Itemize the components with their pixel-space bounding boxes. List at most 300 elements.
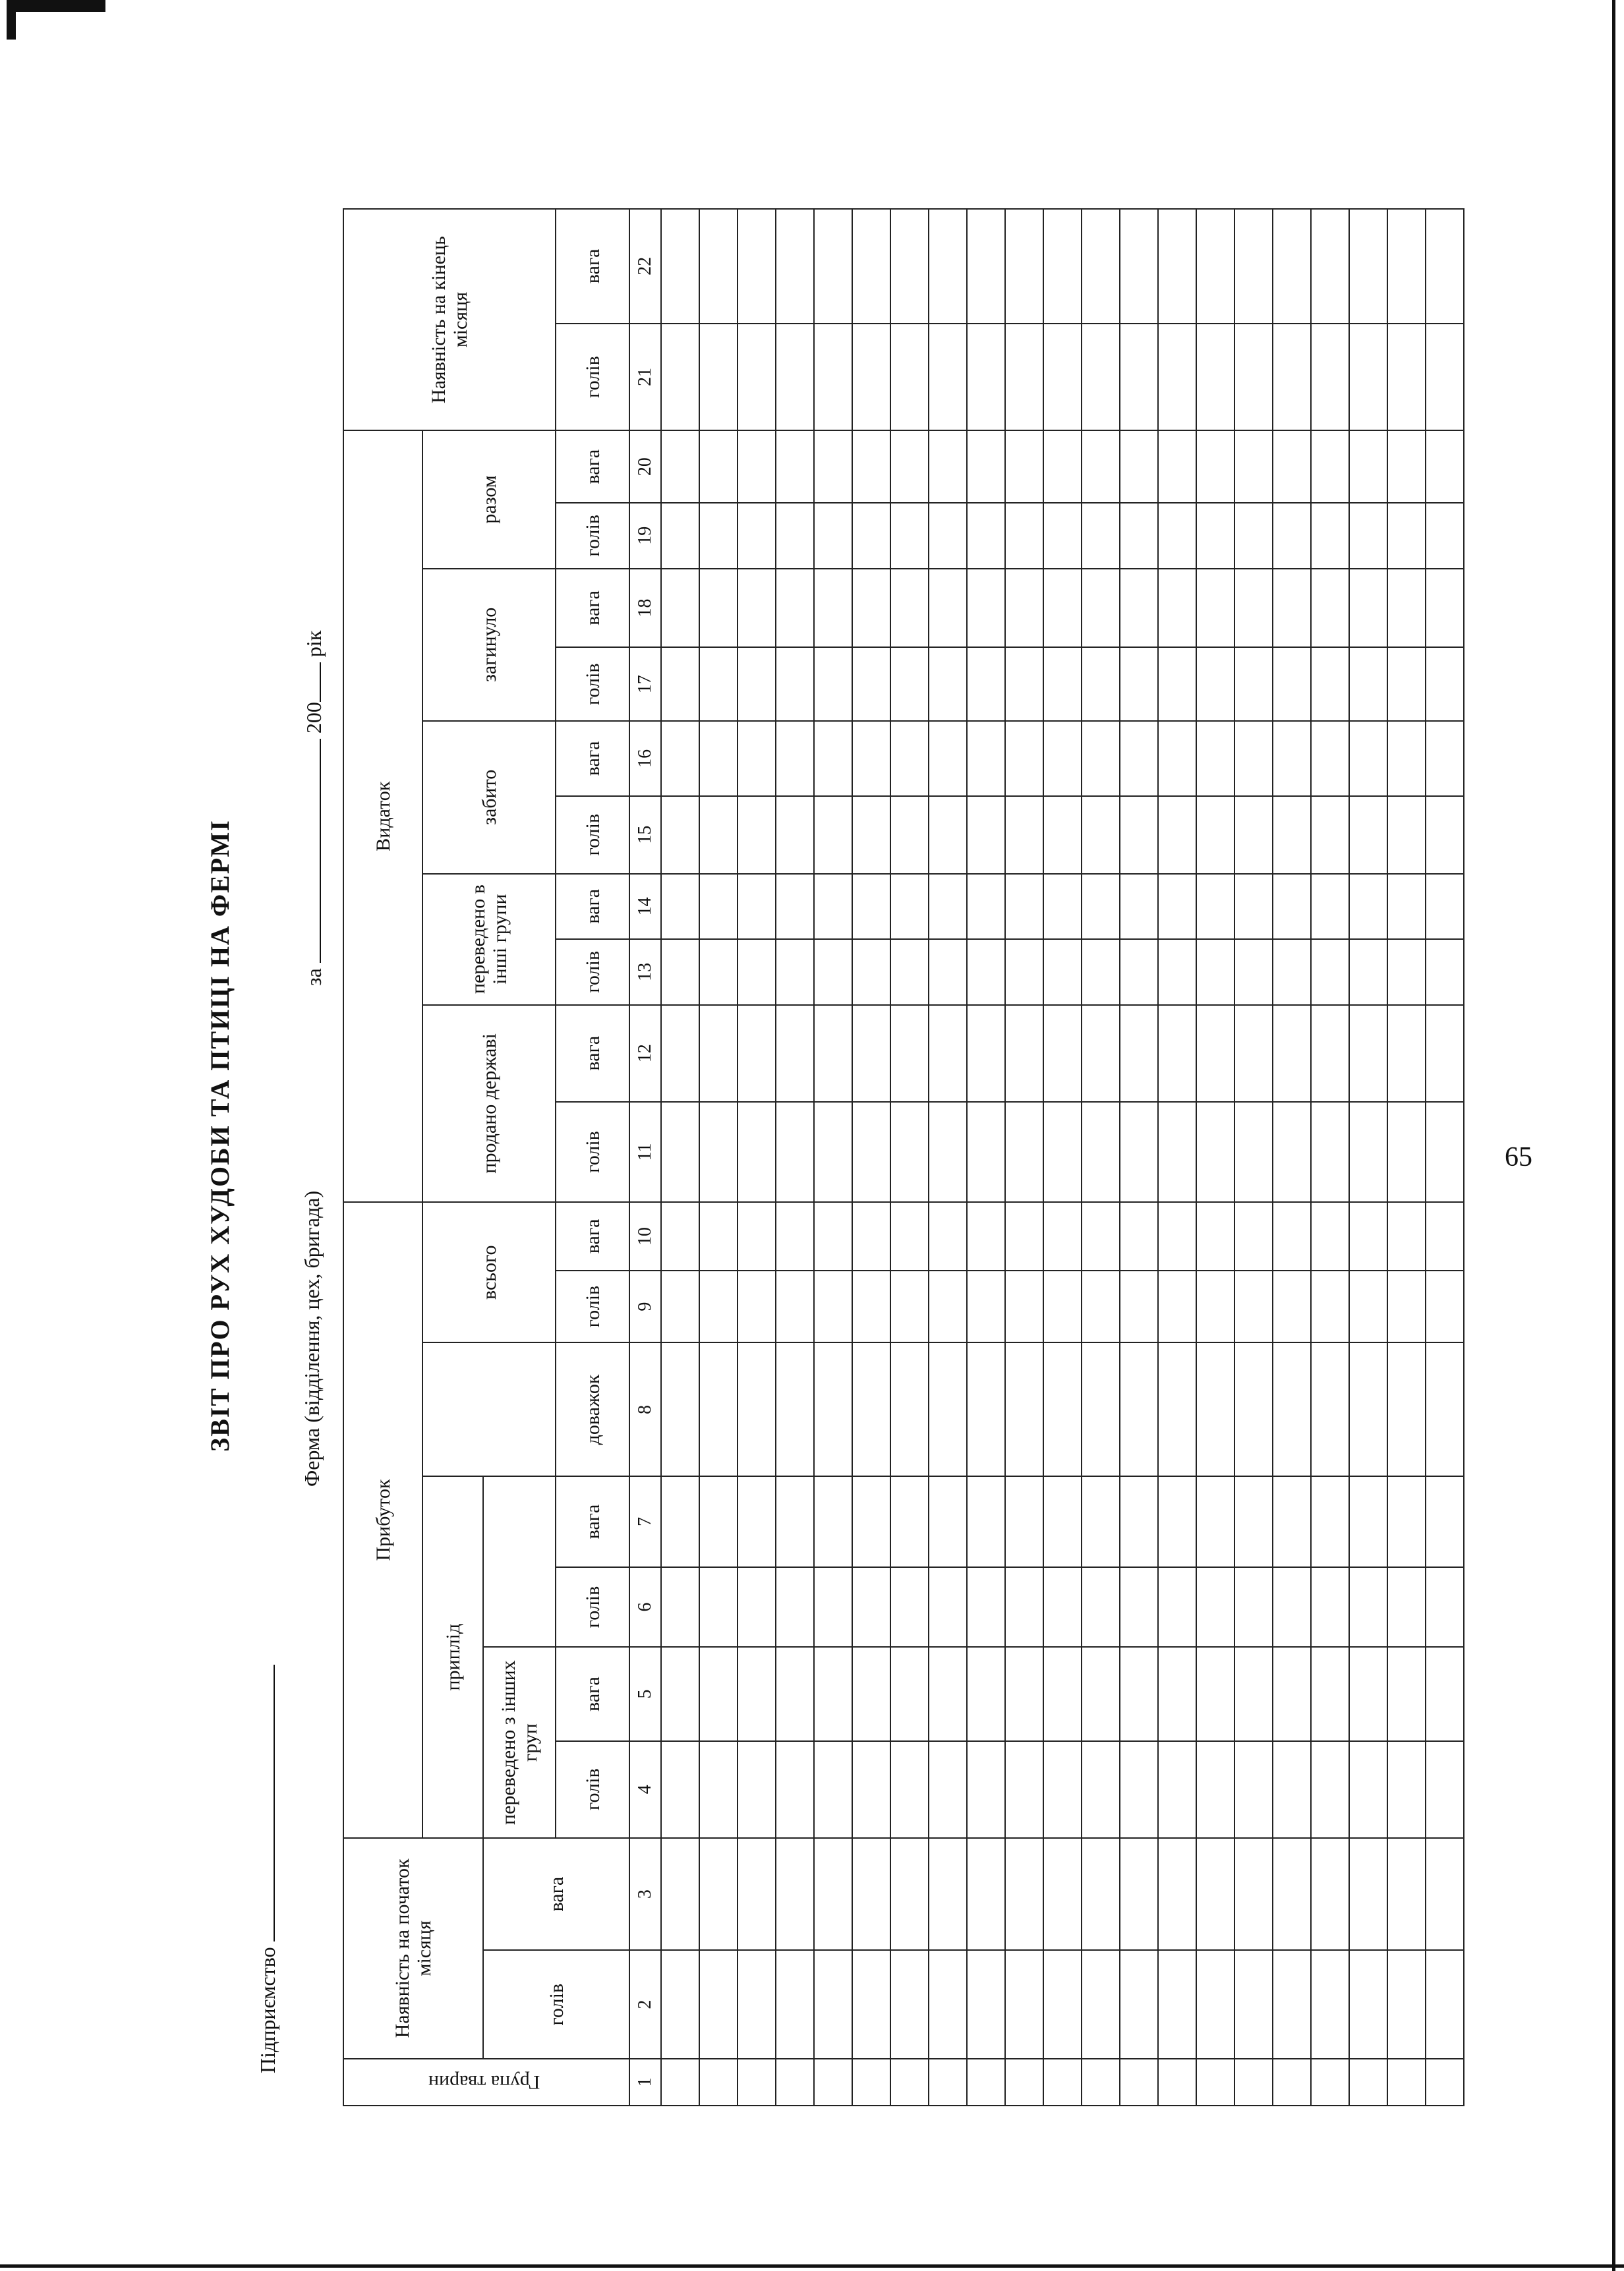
table-cell[interactable] bbox=[1120, 569, 1158, 648]
table-cell[interactable] bbox=[1349, 569, 1387, 648]
table-cell[interactable] bbox=[1234, 647, 1273, 721]
table-cell[interactable] bbox=[1349, 209, 1387, 324]
table-cell[interactable] bbox=[890, 1838, 929, 1951]
table-cell[interactable] bbox=[1387, 569, 1426, 648]
table-cell[interactable] bbox=[929, 939, 967, 1005]
table-cell[interactable] bbox=[1196, 1005, 1234, 1102]
table-cell[interactable] bbox=[1196, 1647, 1234, 1740]
table-cell[interactable] bbox=[929, 1741, 967, 1838]
table-cell[interactable] bbox=[1158, 2059, 1196, 2106]
enterprise-blank[interactable] bbox=[254, 1665, 275, 1941]
table-cell[interactable] bbox=[852, 1838, 890, 1951]
table-cell[interactable] bbox=[890, 209, 929, 324]
table-cell[interactable] bbox=[1196, 796, 1234, 874]
table-cell[interactable] bbox=[929, 1102, 967, 1202]
table-cell[interactable] bbox=[1158, 569, 1196, 648]
table-cell[interactable] bbox=[738, 1342, 776, 1476]
table-cell[interactable] bbox=[1387, 1647, 1426, 1740]
table-cell[interactable] bbox=[852, 1102, 890, 1202]
table-cell[interactable] bbox=[1387, 209, 1426, 324]
table-cell[interactable] bbox=[1311, 2059, 1349, 2106]
table-cell[interactable] bbox=[967, 1647, 1005, 1740]
table-cell[interactable] bbox=[1120, 1202, 1158, 1271]
table-cell[interactable] bbox=[1082, 1950, 1120, 2059]
table-cell[interactable] bbox=[1120, 647, 1158, 721]
table-cell[interactable] bbox=[1273, 503, 1311, 569]
table-cell[interactable] bbox=[1120, 430, 1158, 503]
table-cell[interactable] bbox=[1196, 1950, 1234, 2059]
table-cell[interactable] bbox=[1234, 874, 1273, 940]
table-cell[interactable] bbox=[1043, 209, 1082, 324]
table-cell[interactable] bbox=[852, 721, 890, 796]
table-cell[interactable] bbox=[661, 1202, 699, 1271]
table-cell[interactable] bbox=[776, 1647, 814, 1740]
table-cell[interactable] bbox=[814, 647, 852, 721]
table-cell[interactable] bbox=[1120, 1342, 1158, 1476]
table-cell[interactable] bbox=[814, 1741, 852, 1838]
table-cell[interactable] bbox=[967, 430, 1005, 503]
table-cell[interactable] bbox=[1120, 503, 1158, 569]
table-cell[interactable] bbox=[1234, 1005, 1273, 1102]
table-cell[interactable] bbox=[852, 1477, 890, 1567]
table-cell[interactable] bbox=[1082, 1741, 1120, 1838]
table-cell[interactable] bbox=[776, 2059, 814, 2106]
table-cell[interactable] bbox=[852, 1567, 890, 1648]
table-cell[interactable] bbox=[1196, 1567, 1234, 1648]
table-cell[interactable] bbox=[1387, 939, 1426, 1005]
table-cell[interactable] bbox=[738, 1838, 776, 1951]
table-cell[interactable] bbox=[814, 1838, 852, 1951]
table-cell[interactable] bbox=[1158, 1477, 1196, 1567]
table-cell[interactable] bbox=[890, 1950, 929, 2059]
table-cell[interactable] bbox=[1387, 1477, 1426, 1567]
table-cell[interactable] bbox=[1349, 721, 1387, 796]
table-cell[interactable] bbox=[1387, 1342, 1426, 1476]
table-cell[interactable] bbox=[929, 796, 967, 874]
table-cell[interactable] bbox=[1311, 569, 1349, 648]
table-cell[interactable] bbox=[738, 1741, 776, 1838]
table-cell[interactable] bbox=[1387, 647, 1426, 721]
table-cell[interactable] bbox=[814, 2059, 852, 2106]
table-cell[interactable] bbox=[852, 1647, 890, 1740]
table-cell[interactable] bbox=[1043, 430, 1082, 503]
table-cell[interactable] bbox=[929, 1838, 967, 1951]
table-cell[interactable] bbox=[776, 1202, 814, 1271]
table-cell[interactable] bbox=[852, 569, 890, 648]
table-cell[interactable] bbox=[890, 1102, 929, 1202]
table-cell[interactable] bbox=[1311, 874, 1349, 940]
table-cell[interactable] bbox=[1196, 503, 1234, 569]
table-cell[interactable] bbox=[1082, 209, 1120, 324]
table-cell[interactable] bbox=[1158, 796, 1196, 874]
table-cell[interactable] bbox=[1234, 721, 1273, 796]
table-cell[interactable] bbox=[1273, 1202, 1311, 1271]
table-cell[interactable] bbox=[1426, 874, 1464, 940]
table-cell[interactable] bbox=[1120, 1477, 1158, 1567]
table-cell[interactable] bbox=[1234, 1102, 1273, 1202]
table-cell[interactable] bbox=[1273, 430, 1311, 503]
table-cell[interactable] bbox=[814, 1005, 852, 1102]
table-cell[interactable] bbox=[1311, 647, 1349, 721]
table-cell[interactable] bbox=[967, 2059, 1005, 2106]
table-cell[interactable] bbox=[699, 721, 738, 796]
table-cell[interactable] bbox=[1349, 1005, 1387, 1102]
table-cell[interactable] bbox=[738, 1102, 776, 1202]
table-cell[interactable] bbox=[1426, 569, 1464, 648]
table-cell[interactable] bbox=[1082, 939, 1120, 1005]
table-cell[interactable] bbox=[776, 1005, 814, 1102]
table-cell[interactable] bbox=[1196, 721, 1234, 796]
table-cell[interactable] bbox=[1158, 209, 1196, 324]
table-cell[interactable] bbox=[967, 1271, 1005, 1343]
table-cell[interactable] bbox=[1273, 796, 1311, 874]
table-cell[interactable] bbox=[776, 1567, 814, 1648]
table-cell[interactable] bbox=[776, 1342, 814, 1476]
table-cell[interactable] bbox=[852, 1202, 890, 1271]
table-cell[interactable] bbox=[1043, 1950, 1082, 2059]
table-cell[interactable] bbox=[1196, 1102, 1234, 1202]
table-cell[interactable] bbox=[1273, 1005, 1311, 1102]
table-cell[interactable] bbox=[776, 939, 814, 1005]
table-cell[interactable] bbox=[967, 1477, 1005, 1567]
table-cell[interactable] bbox=[1311, 1950, 1349, 2059]
table-cell[interactable] bbox=[1005, 939, 1043, 1005]
table-cell[interactable] bbox=[1234, 2059, 1273, 2106]
table-cell[interactable] bbox=[1196, 2059, 1234, 2106]
table-cell[interactable] bbox=[1120, 2059, 1158, 2106]
table-cell[interactable] bbox=[1426, 503, 1464, 569]
table-cell[interactable] bbox=[699, 569, 738, 648]
table-cell[interactable] bbox=[1158, 721, 1196, 796]
table-cell[interactable] bbox=[814, 721, 852, 796]
table-cell[interactable] bbox=[967, 647, 1005, 721]
table-cell[interactable] bbox=[1158, 1838, 1196, 1951]
table-cell[interactable] bbox=[929, 1950, 967, 2059]
table-cell[interactable] bbox=[1082, 647, 1120, 721]
table-cell[interactable] bbox=[1082, 796, 1120, 874]
table-cell[interactable] bbox=[814, 1271, 852, 1343]
table-cell[interactable] bbox=[1043, 503, 1082, 569]
table-cell[interactable] bbox=[967, 209, 1005, 324]
table-cell[interactable] bbox=[1043, 1741, 1082, 1838]
table-cell[interactable] bbox=[661, 1477, 699, 1567]
table-cell[interactable] bbox=[1273, 721, 1311, 796]
table-cell[interactable] bbox=[661, 1342, 699, 1476]
table-cell[interactable] bbox=[1349, 1950, 1387, 2059]
table-cell[interactable] bbox=[1005, 1950, 1043, 2059]
table-cell[interactable] bbox=[1426, 1342, 1464, 1476]
table-cell[interactable] bbox=[776, 796, 814, 874]
table-cell[interactable] bbox=[776, 209, 814, 324]
table-cell[interactable] bbox=[1349, 503, 1387, 569]
table-cell[interactable] bbox=[1311, 939, 1349, 1005]
table-cell[interactable] bbox=[852, 647, 890, 721]
table-cell[interactable] bbox=[1234, 209, 1273, 324]
table-cell[interactable] bbox=[814, 569, 852, 648]
table-cell[interactable] bbox=[1234, 1567, 1273, 1648]
table-cell[interactable] bbox=[1082, 1202, 1120, 1271]
table-cell[interactable] bbox=[1158, 430, 1196, 503]
table-cell[interactable] bbox=[738, 1567, 776, 1648]
table-cell[interactable] bbox=[776, 1838, 814, 1951]
table-cell[interactable] bbox=[1043, 1838, 1082, 1951]
table-cell[interactable] bbox=[776, 1477, 814, 1567]
table-cell[interactable] bbox=[967, 569, 1005, 648]
table-cell[interactable] bbox=[1273, 1838, 1311, 1951]
table-cell[interactable] bbox=[890, 647, 929, 721]
table-cell[interactable] bbox=[1349, 1271, 1387, 1343]
table-cell[interactable] bbox=[1311, 1102, 1349, 1202]
table-cell[interactable] bbox=[1311, 1477, 1349, 1567]
table-cell[interactable] bbox=[1311, 1647, 1349, 1740]
table-cell[interactable] bbox=[852, 1342, 890, 1476]
table-cell[interactable] bbox=[776, 503, 814, 569]
table-cell[interactable] bbox=[967, 1567, 1005, 1648]
table-cell[interactable] bbox=[1426, 796, 1464, 874]
table-cell[interactable] bbox=[738, 1950, 776, 2059]
table-cell[interactable] bbox=[1426, 939, 1464, 1005]
table-cell[interactable] bbox=[890, 1342, 929, 1476]
table-cell[interactable] bbox=[1426, 209, 1464, 324]
table-cell[interactable] bbox=[1082, 1477, 1120, 1567]
table-cell[interactable] bbox=[967, 796, 1005, 874]
table-cell[interactable] bbox=[929, 209, 967, 324]
table-cell[interactable] bbox=[852, 796, 890, 874]
table-cell[interactable] bbox=[1311, 324, 1349, 430]
table-cell[interactable] bbox=[1273, 874, 1311, 940]
table-cell[interactable] bbox=[1158, 874, 1196, 940]
table-cell[interactable] bbox=[1043, 1567, 1082, 1648]
table-cell[interactable] bbox=[699, 874, 738, 940]
table-cell[interactable] bbox=[776, 569, 814, 648]
table-cell[interactable] bbox=[776, 647, 814, 721]
table-cell[interactable] bbox=[1426, 1102, 1464, 1202]
table-cell[interactable] bbox=[852, 874, 890, 940]
table-cell[interactable] bbox=[699, 2059, 738, 2106]
table-cell[interactable] bbox=[890, 1005, 929, 1102]
table-cell[interactable] bbox=[967, 1102, 1005, 1202]
table-cell[interactable] bbox=[776, 324, 814, 430]
table-cell[interactable] bbox=[967, 324, 1005, 430]
table-cell[interactable] bbox=[661, 874, 699, 940]
table-cell[interactable] bbox=[738, 324, 776, 430]
table-cell[interactable] bbox=[1196, 1202, 1234, 1271]
table-cell[interactable] bbox=[929, 874, 967, 940]
table-cell[interactable] bbox=[1311, 1342, 1349, 1476]
table-cell[interactable] bbox=[967, 1950, 1005, 2059]
table-cell[interactable] bbox=[1387, 1005, 1426, 1102]
table-cell[interactable] bbox=[1005, 1838, 1043, 1951]
table-cell[interactable] bbox=[890, 503, 929, 569]
table-cell[interactable] bbox=[1234, 1202, 1273, 1271]
table-cell[interactable] bbox=[814, 324, 852, 430]
table-cell[interactable] bbox=[699, 1271, 738, 1343]
table-cell[interactable] bbox=[1043, 324, 1082, 430]
table-cell[interactable] bbox=[738, 874, 776, 940]
table-cell[interactable] bbox=[738, 209, 776, 324]
table-cell[interactable] bbox=[1349, 874, 1387, 940]
table-cell[interactable] bbox=[661, 1102, 699, 1202]
table-cell[interactable] bbox=[1387, 1202, 1426, 1271]
table-cell[interactable] bbox=[1005, 1741, 1043, 1838]
table-cell[interactable] bbox=[1043, 796, 1082, 874]
table-cell[interactable] bbox=[890, 1567, 929, 1648]
table-cell[interactable] bbox=[1196, 1271, 1234, 1343]
table-cell[interactable] bbox=[1273, 1271, 1311, 1343]
table-cell[interactable] bbox=[1082, 874, 1120, 940]
table-cell[interactable] bbox=[1120, 1838, 1158, 1951]
table-cell[interactable] bbox=[1196, 324, 1234, 430]
table-cell[interactable] bbox=[890, 430, 929, 503]
table-cell[interactable] bbox=[814, 1647, 852, 1740]
table-cell[interactable] bbox=[1005, 1102, 1043, 1202]
table-cell[interactable] bbox=[929, 1342, 967, 1476]
table-cell[interactable] bbox=[967, 503, 1005, 569]
table-cell[interactable] bbox=[1120, 1271, 1158, 1343]
table-cell[interactable] bbox=[699, 1005, 738, 1102]
table-cell[interactable] bbox=[1158, 1950, 1196, 2059]
table-cell[interactable] bbox=[929, 647, 967, 721]
table-cell[interactable] bbox=[890, 796, 929, 874]
table-cell[interactable] bbox=[1120, 796, 1158, 874]
table-cell[interactable] bbox=[967, 1342, 1005, 1476]
table-cell[interactable] bbox=[1120, 721, 1158, 796]
table-cell[interactable] bbox=[661, 503, 699, 569]
table-cell[interactable] bbox=[699, 1342, 738, 1476]
table-cell[interactable] bbox=[814, 874, 852, 940]
table-cell[interactable] bbox=[1005, 569, 1043, 648]
table-cell[interactable] bbox=[699, 1102, 738, 1202]
table-cell[interactable] bbox=[661, 1271, 699, 1343]
table-cell[interactable] bbox=[1273, 2059, 1311, 2106]
table-cell[interactable] bbox=[1234, 569, 1273, 648]
table-cell[interactable] bbox=[967, 1838, 1005, 1951]
table-cell[interactable] bbox=[776, 1102, 814, 1202]
table-cell[interactable] bbox=[1196, 430, 1234, 503]
table-cell[interactable] bbox=[738, 2059, 776, 2106]
table-cell[interactable] bbox=[1043, 1477, 1082, 1567]
table-cell[interactable] bbox=[1387, 1271, 1426, 1343]
table-cell[interactable] bbox=[661, 569, 699, 648]
table-cell[interactable] bbox=[1120, 939, 1158, 1005]
table-cell[interactable] bbox=[1082, 2059, 1120, 2106]
table-cell[interactable] bbox=[1196, 1342, 1234, 1476]
table-cell[interactable] bbox=[929, 1005, 967, 1102]
table-cell[interactable] bbox=[1082, 569, 1120, 648]
table-cell[interactable] bbox=[1234, 1838, 1273, 1951]
table-cell[interactable] bbox=[1273, 1102, 1311, 1202]
table-cell[interactable] bbox=[1387, 1102, 1426, 1202]
table-cell[interactable] bbox=[661, 721, 699, 796]
table-cell[interactable] bbox=[1311, 1271, 1349, 1343]
table-cell[interactable] bbox=[1234, 1950, 1273, 2059]
table-cell[interactable] bbox=[1158, 647, 1196, 721]
table-cell[interactable] bbox=[1196, 939, 1234, 1005]
table-cell[interactable] bbox=[699, 1477, 738, 1567]
table-cell[interactable] bbox=[1196, 209, 1234, 324]
table-cell[interactable] bbox=[814, 1202, 852, 1271]
table-cell[interactable] bbox=[929, 1477, 967, 1567]
table-cell[interactable] bbox=[661, 1647, 699, 1740]
table-cell[interactable] bbox=[1005, 324, 1043, 430]
table-cell[interactable] bbox=[699, 324, 738, 430]
table-cell[interactable] bbox=[1273, 647, 1311, 721]
table-cell[interactable] bbox=[1158, 1567, 1196, 1648]
table-cell[interactable] bbox=[852, 209, 890, 324]
table-cell[interactable] bbox=[852, 503, 890, 569]
table-cell[interactable] bbox=[1426, 647, 1464, 721]
table-cell[interactable] bbox=[1426, 324, 1464, 430]
table-cell[interactable] bbox=[699, 430, 738, 503]
table-cell[interactable] bbox=[699, 1838, 738, 1951]
table-cell[interactable] bbox=[738, 1271, 776, 1343]
table-cell[interactable] bbox=[890, 2059, 929, 2106]
table-cell[interactable] bbox=[1349, 647, 1387, 721]
table-cell[interactable] bbox=[967, 1005, 1005, 1102]
table-cell[interactable] bbox=[1120, 1567, 1158, 1648]
table-cell[interactable] bbox=[1273, 1647, 1311, 1740]
table-cell[interactable] bbox=[738, 430, 776, 503]
table-cell[interactable] bbox=[661, 1741, 699, 1838]
table-cell[interactable] bbox=[1387, 1950, 1426, 2059]
table-cell[interactable] bbox=[1005, 1271, 1043, 1343]
table-cell[interactable] bbox=[661, 430, 699, 503]
table-cell[interactable] bbox=[1082, 430, 1120, 503]
table-cell[interactable] bbox=[890, 1477, 929, 1567]
table-cell[interactable] bbox=[1311, 1838, 1349, 1951]
table-cell[interactable] bbox=[1273, 569, 1311, 648]
table-cell[interactable] bbox=[661, 647, 699, 721]
table-cell[interactable] bbox=[1426, 1271, 1464, 1343]
table-cell[interactable] bbox=[1043, 1271, 1082, 1343]
table-cell[interactable] bbox=[1234, 1342, 1273, 1476]
table-cell[interactable] bbox=[1387, 430, 1426, 503]
table-cell[interactable] bbox=[967, 721, 1005, 796]
table-cell[interactable] bbox=[1005, 1567, 1043, 1648]
table-cell[interactable] bbox=[1158, 1271, 1196, 1343]
table-cell[interactable] bbox=[661, 1950, 699, 2059]
table-cell[interactable] bbox=[1082, 1647, 1120, 1740]
table-cell[interactable] bbox=[852, 430, 890, 503]
table-cell[interactable] bbox=[1120, 1741, 1158, 1838]
table-cell[interactable] bbox=[1349, 1647, 1387, 1740]
table-cell[interactable] bbox=[699, 1741, 738, 1838]
table-cell[interactable] bbox=[1234, 1271, 1273, 1343]
table-cell[interactable] bbox=[814, 1950, 852, 2059]
table-cell[interactable] bbox=[661, 1567, 699, 1648]
table-cell[interactable] bbox=[1349, 796, 1387, 874]
table-cell[interactable] bbox=[776, 1741, 814, 1838]
table-cell[interactable] bbox=[929, 1647, 967, 1740]
table-cell[interactable] bbox=[929, 1271, 967, 1343]
table-cell[interactable] bbox=[1043, 1342, 1082, 1476]
table-cell[interactable] bbox=[1082, 324, 1120, 430]
table-cell[interactable] bbox=[852, 324, 890, 430]
table-cell[interactable] bbox=[1387, 1741, 1426, 1838]
table-cell[interactable] bbox=[1043, 874, 1082, 940]
table-cell[interactable] bbox=[1234, 939, 1273, 1005]
table-cell[interactable] bbox=[699, 939, 738, 1005]
table-cell[interactable] bbox=[1273, 1950, 1311, 2059]
table-cell[interactable] bbox=[890, 1271, 929, 1343]
table-cell[interactable] bbox=[1043, 1202, 1082, 1271]
table-cell[interactable] bbox=[738, 503, 776, 569]
table-cell[interactable] bbox=[1426, 1838, 1464, 1951]
table-cell[interactable] bbox=[1043, 647, 1082, 721]
table-cell[interactable] bbox=[1273, 1567, 1311, 1648]
table-cell[interactable] bbox=[1311, 796, 1349, 874]
table-cell[interactable] bbox=[967, 1202, 1005, 1271]
